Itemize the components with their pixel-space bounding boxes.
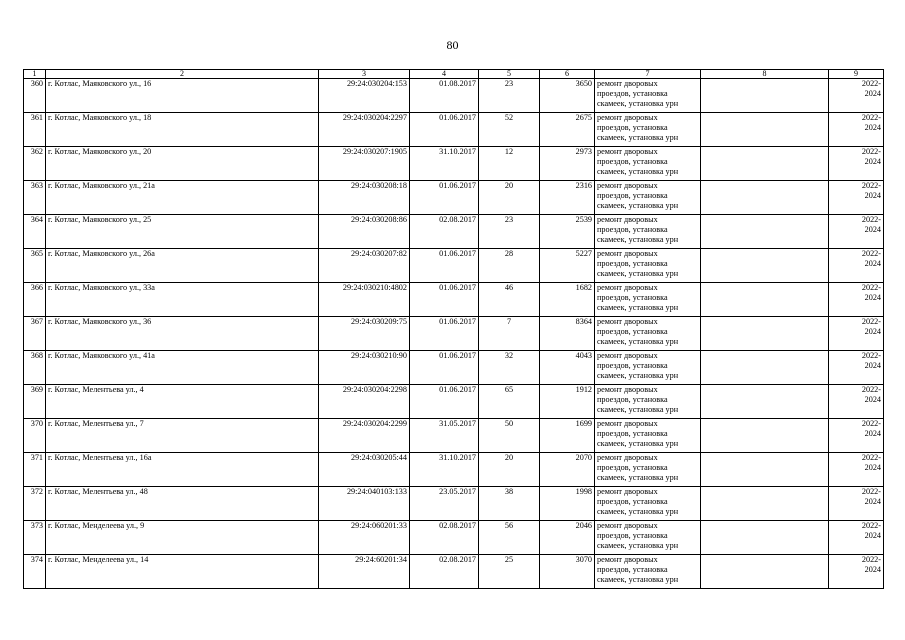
row-number-cell: 372 <box>24 487 46 521</box>
period-line: 2022- <box>861 79 881 88</box>
row-number-cell: 373 <box>24 521 46 555</box>
period-cell <box>829 215 884 249</box>
date-cell: 31.10.2017 <box>410 453 479 487</box>
works-line: скамеек, установка урн <box>597 99 679 108</box>
table-row <box>24 113 884 147</box>
period-cell <box>829 351 884 385</box>
column-header: 8 <box>701 70 829 79</box>
works-line: проездов, установка <box>597 123 668 132</box>
column-5-cell: 46 <box>479 283 540 317</box>
cadastral-number-cell: 29:24:030205:44 <box>319 453 410 487</box>
date-cell: 02.08.2017 <box>410 555 479 589</box>
column-header: 1 <box>24 70 46 79</box>
column-5-cell: 52 <box>479 113 540 147</box>
column-header: 4 <box>410 70 479 79</box>
row-number-cell: 365 <box>24 249 46 283</box>
period-line: 2022- <box>861 351 881 360</box>
works-line: ремонт дворовых <box>597 181 658 190</box>
works-line: скамеек, установка урн <box>597 303 679 312</box>
works-cell <box>595 113 701 147</box>
address-cell: г. Котлас, Маяковского ул., 36 <box>46 317 319 351</box>
period-line: 2022- <box>861 113 881 122</box>
period-cell <box>829 453 884 487</box>
column-8-cell <box>701 215 829 249</box>
period-line: 2022- <box>861 181 881 190</box>
works-line: ремонт дворовых <box>597 79 658 88</box>
column-6-cell: 2675 <box>540 113 595 147</box>
address-cell: г. Котлас, Мелентьева ул., 48 <box>46 487 319 521</box>
column-8-cell <box>701 79 829 113</box>
works-line: ремонт дворовых <box>597 453 658 462</box>
row-number-cell: 366 <box>24 283 46 317</box>
cadastral-number-cell: 29:24:030207:82 <box>319 249 410 283</box>
address-cell: г. Котлас, Маяковского ул., 33а <box>46 283 319 317</box>
works-line: скамеек, установка урн <box>597 133 679 142</box>
works-cell <box>595 453 701 487</box>
table-row <box>24 419 884 453</box>
address-cell: г. Котлас, Маяковского ул., 18 <box>46 113 319 147</box>
column-8-cell <box>701 249 829 283</box>
date-cell: 31.05.2017 <box>410 419 479 453</box>
column-5-cell: 7 <box>479 317 540 351</box>
works-cell <box>595 79 701 113</box>
works-line: проездов, установка <box>597 497 668 506</box>
column-5-cell: 23 <box>479 79 540 113</box>
cadastral-number-cell: 29:24:030208:86 <box>319 215 410 249</box>
works-line: проездов, установка <box>597 259 668 268</box>
works-line: ремонт дворовых <box>597 419 658 428</box>
row-number-cell: 374 <box>24 555 46 589</box>
column-header: 7 <box>595 70 701 79</box>
column-5-cell: 38 <box>479 487 540 521</box>
works-line: проездов, установка <box>597 429 668 438</box>
column-8-cell <box>701 521 829 555</box>
row-number-cell: 362 <box>24 147 46 181</box>
column-6-cell: 4043 <box>540 351 595 385</box>
column-6-cell: 8364 <box>540 317 595 351</box>
column-6-cell: 2316 <box>540 181 595 215</box>
period-line: 2024 <box>864 225 881 234</box>
column-8-cell <box>701 147 829 181</box>
cadastral-number-cell: 29:24:030210:4802 <box>319 283 410 317</box>
table-row <box>24 351 884 385</box>
column-5-cell: 23 <box>479 215 540 249</box>
works-line: ремонт дворовых <box>597 215 658 224</box>
works-line: проездов, установка <box>597 361 668 370</box>
works-cell <box>595 317 701 351</box>
row-number-cell: 360 <box>24 79 46 113</box>
table-row <box>24 487 884 521</box>
date-cell: 01.06.2017 <box>410 181 479 215</box>
works-line: скамеек, установка урн <box>597 269 679 278</box>
period-line: 2024 <box>864 497 881 506</box>
works-line: ремонт дворовых <box>597 147 658 156</box>
column-8-cell <box>701 351 829 385</box>
cadastral-number-cell: 29:24:060201:33 <box>319 521 410 555</box>
period-line: 2022- <box>861 419 881 428</box>
period-cell <box>829 181 884 215</box>
column-6-cell: 2070 <box>540 453 595 487</box>
cadastral-number-cell: 29:24:030204:153 <box>319 79 410 113</box>
works-line: скамеек, установка урн <box>597 541 679 550</box>
column-8-cell <box>701 317 829 351</box>
period-line: 2022- <box>861 283 881 292</box>
column-6-cell: 2973 <box>540 147 595 181</box>
works-cell <box>595 419 701 453</box>
date-cell: 23.05.2017 <box>410 487 479 521</box>
works-line: скамеек, установка урн <box>597 439 679 448</box>
period-line: 2024 <box>864 259 881 268</box>
column-5-cell: 56 <box>479 521 540 555</box>
period-line: 2024 <box>864 157 881 166</box>
works-line: ремонт дворовых <box>597 521 658 530</box>
works-line: скамеек, установка урн <box>597 473 679 482</box>
period-cell <box>829 249 884 283</box>
period-line: 2024 <box>864 531 881 540</box>
works-line: ремонт дворовых <box>597 249 658 258</box>
works-cell <box>595 147 701 181</box>
address-cell: г. Котлас, Маяковского ул., 21а <box>46 181 319 215</box>
works-line: проездов, установка <box>597 327 668 336</box>
cadastral-number-cell: 29:24:60201:34 <box>319 555 410 589</box>
column-6-cell: 3070 <box>540 555 595 589</box>
date-cell: 31.10.2017 <box>410 147 479 181</box>
works-line: скамеек, установка урн <box>597 405 679 414</box>
address-cell: г. Котлас, Менделеева ул., 14 <box>46 555 319 589</box>
period-line: 2022- <box>861 521 881 530</box>
cadastral-number-cell: 29:24:030204:2298 <box>319 385 410 419</box>
cadastral-number-cell: 29:24:030210:90 <box>319 351 410 385</box>
period-line: 2024 <box>864 89 881 98</box>
table-row <box>24 521 884 555</box>
period-cell <box>829 147 884 181</box>
period-cell <box>829 385 884 419</box>
works-line: проездов, установка <box>597 531 668 540</box>
date-cell: 02.08.2017 <box>410 521 479 555</box>
period-cell <box>829 521 884 555</box>
period-line: 2022- <box>861 215 881 224</box>
period-line: 2022- <box>861 555 881 564</box>
table-row <box>24 79 884 113</box>
address-cell: г. Котлас, Маяковского ул., 20 <box>46 147 319 181</box>
period-cell <box>829 113 884 147</box>
works-line: ремонт дворовых <box>597 385 658 394</box>
address-cell: г. Котлас, Мелентьева ул., 16а <box>46 453 319 487</box>
row-number-cell: 367 <box>24 317 46 351</box>
period-cell <box>829 555 884 589</box>
date-cell: 01.06.2017 <box>410 249 479 283</box>
row-number-cell: 368 <box>24 351 46 385</box>
cadastral-number-cell: 29:24:030204:2297 <box>319 113 410 147</box>
works-cell <box>595 487 701 521</box>
column-6-cell: 1912 <box>540 385 595 419</box>
date-cell: 01.06.2017 <box>410 385 479 419</box>
works-cell <box>595 385 701 419</box>
address-cell: г. Котлас, Маяковского ул., 25 <box>46 215 319 249</box>
period-line: 2024 <box>864 123 881 132</box>
column-header: 9 <box>829 70 884 79</box>
works-line: скамеек, установка урн <box>597 575 679 584</box>
works-line: ремонт дворовых <box>597 283 658 292</box>
works-cell <box>595 555 701 589</box>
column-5-cell: 65 <box>479 385 540 419</box>
column-header: 6 <box>540 70 595 79</box>
column-8-cell <box>701 487 829 521</box>
column-6-cell: 1699 <box>540 419 595 453</box>
date-cell: 01.06.2017 <box>410 113 479 147</box>
period-line: 2024 <box>864 463 881 472</box>
works-line: проездов, установка <box>597 565 668 574</box>
table-row <box>24 453 884 487</box>
table-row <box>24 147 884 181</box>
column-5-cell: 25 <box>479 555 540 589</box>
date-cell: 02.08.2017 <box>410 215 479 249</box>
works-cell <box>595 283 701 317</box>
period-line: 2024 <box>864 327 881 336</box>
works-line: проездов, установка <box>597 157 668 166</box>
period-line: 2022- <box>861 453 881 462</box>
works-line: скамеек, установка урн <box>597 201 679 210</box>
works-cell <box>595 181 701 215</box>
cadastral-number-cell: 29:24:030204:2299 <box>319 419 410 453</box>
works-line: ремонт дворовых <box>597 317 658 326</box>
column-6-cell: 1682 <box>540 283 595 317</box>
period-line: 2022- <box>861 385 881 394</box>
column-5-cell: 32 <box>479 351 540 385</box>
page-number: 80 <box>446 38 459 52</box>
period-cell <box>829 79 884 113</box>
table-row <box>24 283 884 317</box>
period-line: 2022- <box>861 317 881 326</box>
date-cell: 01.06.2017 <box>410 317 479 351</box>
cadastral-number-cell: 29:24:030207:1905 <box>319 147 410 181</box>
period-line: 2022- <box>861 249 881 258</box>
date-cell: 01.06.2017 <box>410 283 479 317</box>
works-cell <box>595 215 701 249</box>
works-line: проездов, установка <box>597 395 668 404</box>
column-6-cell: 5227 <box>540 249 595 283</box>
row-number-cell: 364 <box>24 215 46 249</box>
period-cell <box>829 487 884 521</box>
works-cell <box>595 351 701 385</box>
period-line: 2022- <box>861 487 881 496</box>
row-number-cell: 361 <box>24 113 46 147</box>
period-line: 2024 <box>864 191 881 200</box>
works-line: ремонт дворовых <box>597 555 658 564</box>
works-line: проездов, установка <box>597 463 668 472</box>
period-line: 2024 <box>864 361 881 370</box>
works-line: ремонт дворовых <box>597 487 658 496</box>
works-line: скамеек, установка урн <box>597 167 679 176</box>
column-8-cell <box>701 555 829 589</box>
works-line: проездов, установка <box>597 293 668 302</box>
column-5-cell: 28 <box>479 249 540 283</box>
period-line: 2024 <box>864 395 881 404</box>
period-cell <box>829 317 884 351</box>
period-line: 2024 <box>864 565 881 574</box>
column-8-cell <box>701 385 829 419</box>
column-6-cell: 3650 <box>540 79 595 113</box>
improvement-register-table <box>23 69 884 589</box>
address-cell: г. Котлас, Менделеева ул., 9 <box>46 521 319 555</box>
works-line: проездов, установка <box>597 225 668 234</box>
column-8-cell <box>701 419 829 453</box>
cadastral-number-cell: 29:24:030208:18 <box>319 181 410 215</box>
period-cell <box>829 283 884 317</box>
works-line: ремонт дворовых <box>597 351 658 360</box>
works-line: проездов, установка <box>597 89 668 98</box>
column-6-cell: 1998 <box>540 487 595 521</box>
works-line: скамеек, установка урн <box>597 235 679 244</box>
column-5-cell: 12 <box>479 147 540 181</box>
works-line: ремонт дворовых <box>597 113 658 122</box>
row-number-cell: 371 <box>24 453 46 487</box>
works-line: скамеек, установка урн <box>597 371 679 380</box>
table-body <box>24 79 884 589</box>
column-8-cell <box>701 113 829 147</box>
column-header: 3 <box>319 70 410 79</box>
period-cell <box>829 419 884 453</box>
table-row <box>24 385 884 419</box>
row-number-cell: 370 <box>24 419 46 453</box>
row-number-cell: 363 <box>24 181 46 215</box>
address-cell: г. Котлас, Маяковского ул., 41а <box>46 351 319 385</box>
column-6-cell: 2046 <box>540 521 595 555</box>
column-header: 5 <box>479 70 540 79</box>
column-5-cell: 20 <box>479 181 540 215</box>
works-cell <box>595 249 701 283</box>
column-6-cell: 2539 <box>540 215 595 249</box>
header-row <box>24 70 884 79</box>
address-cell: г. Котлас, Мелентьева ул., 4 <box>46 385 319 419</box>
works-cell <box>595 521 701 555</box>
row-number-cell: 369 <box>24 385 46 419</box>
address-cell: г. Котлас, Маяковского ул., 26а <box>46 249 319 283</box>
table-row <box>24 317 884 351</box>
date-cell: 01.08.2017 <box>410 79 479 113</box>
column-5-cell: 50 <box>479 419 540 453</box>
cadastral-number-cell: 29:24:030209:75 <box>319 317 410 351</box>
table-row <box>24 555 884 589</box>
works-line: скамеек, установка урн <box>597 337 679 346</box>
column-5-cell: 20 <box>479 453 540 487</box>
period-line: 2024 <box>864 293 881 302</box>
works-line: скамеек, установка урн <box>597 507 679 516</box>
column-header: 2 <box>46 70 319 79</box>
address-cell: г. Котлас, Маяковского ул., 16 <box>46 79 319 113</box>
period-line: 2024 <box>864 429 881 438</box>
date-cell: 01.06.2017 <box>410 351 479 385</box>
cadastral-number-cell: 29:24:040103:133 <box>319 487 410 521</box>
table-row <box>24 249 884 283</box>
address-cell: г. Котлас, Мелентьева ул., 7 <box>46 419 319 453</box>
table-row <box>24 181 884 215</box>
works-line: проездов, установка <box>597 191 668 200</box>
table-row <box>24 215 884 249</box>
period-line: 2022- <box>861 147 881 156</box>
column-8-cell <box>701 283 829 317</box>
column-8-cell <box>701 181 829 215</box>
column-8-cell <box>701 453 829 487</box>
